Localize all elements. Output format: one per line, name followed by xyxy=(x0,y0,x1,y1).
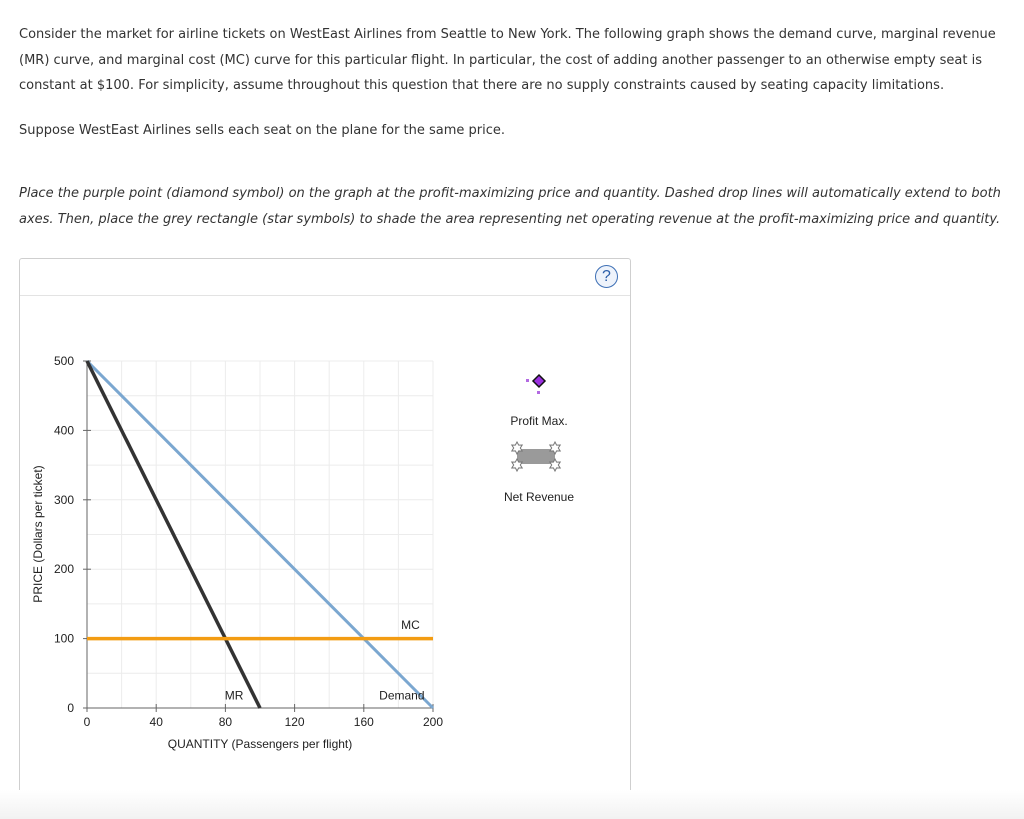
x-tick-label: 120 xyxy=(284,715,305,729)
y-tick-label: 300 xyxy=(53,492,74,507)
help-button[interactable]: ? xyxy=(595,265,618,288)
y-tick-label: 200 xyxy=(53,562,74,577)
x-tick-label: 0 xyxy=(83,715,91,729)
series-label-mr: MR xyxy=(224,688,244,703)
y-tick-label: 400 xyxy=(53,423,74,438)
question-assumption: Suppose WestEast Airlines sells each seat on the plane for the same price. xyxy=(19,123,506,138)
series-label-mc: MC xyxy=(401,617,420,632)
y-tick-label: 0 xyxy=(67,701,74,715)
x-tick-label: 200 xyxy=(422,715,444,729)
x-tick-label: 160 xyxy=(353,715,374,729)
y-tick-label: 500 xyxy=(53,354,74,368)
series-label-demand: Demand xyxy=(379,688,425,703)
profit-max-diamond-tool[interactable] xyxy=(516,372,562,398)
page-bottom-fade xyxy=(0,790,1024,819)
graph-panel xyxy=(19,258,631,793)
net-revenue-rectangle-tool[interactable] xyxy=(506,441,576,473)
y-axis-label: PRICE (Dollars per ticket) xyxy=(31,465,45,603)
chart-labels xyxy=(225,618,425,703)
y-tick-label: 100 xyxy=(53,631,74,646)
profit-max-diamond-icon xyxy=(533,375,545,387)
x-tick-label: 40 xyxy=(149,715,163,729)
profit-max-label: Profit Max. xyxy=(510,414,568,428)
diamond-handle-bottom xyxy=(537,391,540,394)
question-instruction: Place the purple point (diamond symbol) on the graph at the profit-maximizing price and quantity. Dashed drop lines will automatically extend to both axes. Then, place the grey rectangle (star symbols) to shade the area representing net operating revenue at the profit-maximizing price and quantity. xyxy=(19,186,1001,227)
x-tick-label: 80 xyxy=(218,715,233,729)
net-revenue-label: Net Revenue xyxy=(503,490,575,504)
diamond-handle-left xyxy=(526,379,529,382)
chart[interactable] xyxy=(20,259,630,792)
question-intro: Consider the market for airline tickets on WestEast Airlines from Seattle to New York. The following graph shows the demand curve, marginal revenue (MR) curve, and marginal cost (MC) curve for this particular flight. In particular, the cost of adding another passenger to an otherwise empty seat is constant at $100. For simplicity, assume throughout this question that there are no supply constraints caused by seating capacity limitations. xyxy=(19,27,996,93)
x-axis-label: QUANTITY (Passengers per flight) xyxy=(167,737,353,751)
